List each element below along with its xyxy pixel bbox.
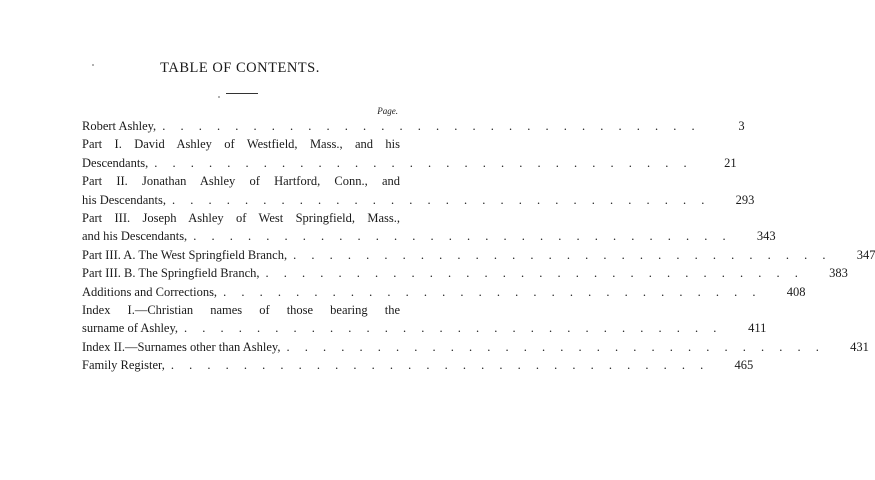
dot-leader: . . . . . . . . . . . . . . . . . . . . . . . . . . . . . . (154, 155, 693, 170)
toc-entry-title: Index II.—Surnames other than Ashley, (82, 339, 281, 354)
toc-entry-title-line2: surname of Ashley, (82, 321, 179, 336)
dot-leader: . . . . . . . . . . . . . . . . . . . . . . . . . . . . . . (265, 266, 804, 281)
dot-leader: . . . . . . . . . . . . . . . . . . . . . . . . . . . . . . (193, 229, 732, 244)
toc-entry (82, 283, 806, 301)
toc-entry-title: Robert Ashley, (82, 119, 157, 133)
print-speck (92, 64, 94, 66)
toc-entry (82, 209, 776, 246)
dot-leader: . . . . . . . . . . . . . . . . . . . . . . . . . . . . . . (170, 358, 710, 373)
toc-entry (82, 135, 737, 172)
dot-leader: . . . . . . . . . . . . . . . . . . . . . . . . . . . . . . (162, 119, 701, 133)
toc-entry-page-number: 343 (756, 229, 776, 244)
toc-entry-page-number: 465 (734, 358, 754, 373)
toc-entry-title-line1: Part III. Joseph Ashley of West Springfield, Mass., (82, 211, 400, 226)
toc-entry-page-number: 411 (748, 321, 767, 336)
toc-entry-title-line1: Part I. David Ashley of Westfield, Mass., and his (82, 137, 400, 152)
toc-list (82, 117, 875, 375)
toc-entry-page-number: 431 (850, 339, 869, 354)
print-speck (218, 96, 220, 98)
dot-leader: . . . . . . . . . . . . . . . . . . . . . . . . . . . . . . (286, 339, 825, 354)
toc-entry-title: Additions and Corrections, (82, 284, 218, 299)
dot-leader: . . . . . . . . . . . . . . . . . . . . . . . . . . . . . . (172, 192, 711, 207)
toc-entry-title-line2: his Descendants, (82, 192, 167, 207)
toc-entry-title: Family Register, (82, 358, 165, 373)
toc-entry (82, 172, 755, 209)
dot-leader: . . . . . . . . . . . . . . . . . . . . . . . . . . . . . . (223, 284, 762, 299)
toc-entry-page-number: 3 (738, 119, 745, 133)
toc-entry (82, 117, 745, 135)
toc-entry-title-line2: and his Descendants, (82, 229, 188, 244)
toc-entry-title-line1: Index I.—Christian names of those bearing the (82, 303, 400, 318)
toc-entry-title-line1: Part II. Jonathan Ashley of Hartford, Conn., and (82, 174, 400, 189)
page-column-header: Page. (377, 106, 398, 116)
toc-entry-title: Part III. B. The Springfield Branch, (82, 266, 260, 281)
toc-entry-page-number: 21 (724, 155, 737, 170)
toc-entry-page-number: 408 (786, 284, 806, 299)
toc-entry (82, 301, 767, 338)
toc-entry-page-number: 293 (735, 192, 755, 207)
toc-entry-page-number: 383 (829, 266, 848, 281)
toc-entry-page-number: 347 (856, 247, 875, 262)
toc-entry (82, 356, 754, 374)
page-title: TABLE OF CONTENTS. (160, 60, 320, 76)
dot-leader: . . . . . . . . . . . . . . . . . . . . . . . . . . . . . . (184, 321, 723, 336)
title-rule (226, 93, 258, 94)
toc-entry (82, 264, 848, 282)
toc-entry (82, 338, 869, 356)
toc-entry-title-line2: Descendants, (82, 155, 149, 170)
toc-entry (82, 246, 875, 264)
toc-entry-title: Part III. A. The West Springfield Branch, (82, 247, 288, 262)
dot-leader: . . . . . . . . . . . . . . . . . . . . . . . . . . . . . . (293, 247, 832, 262)
